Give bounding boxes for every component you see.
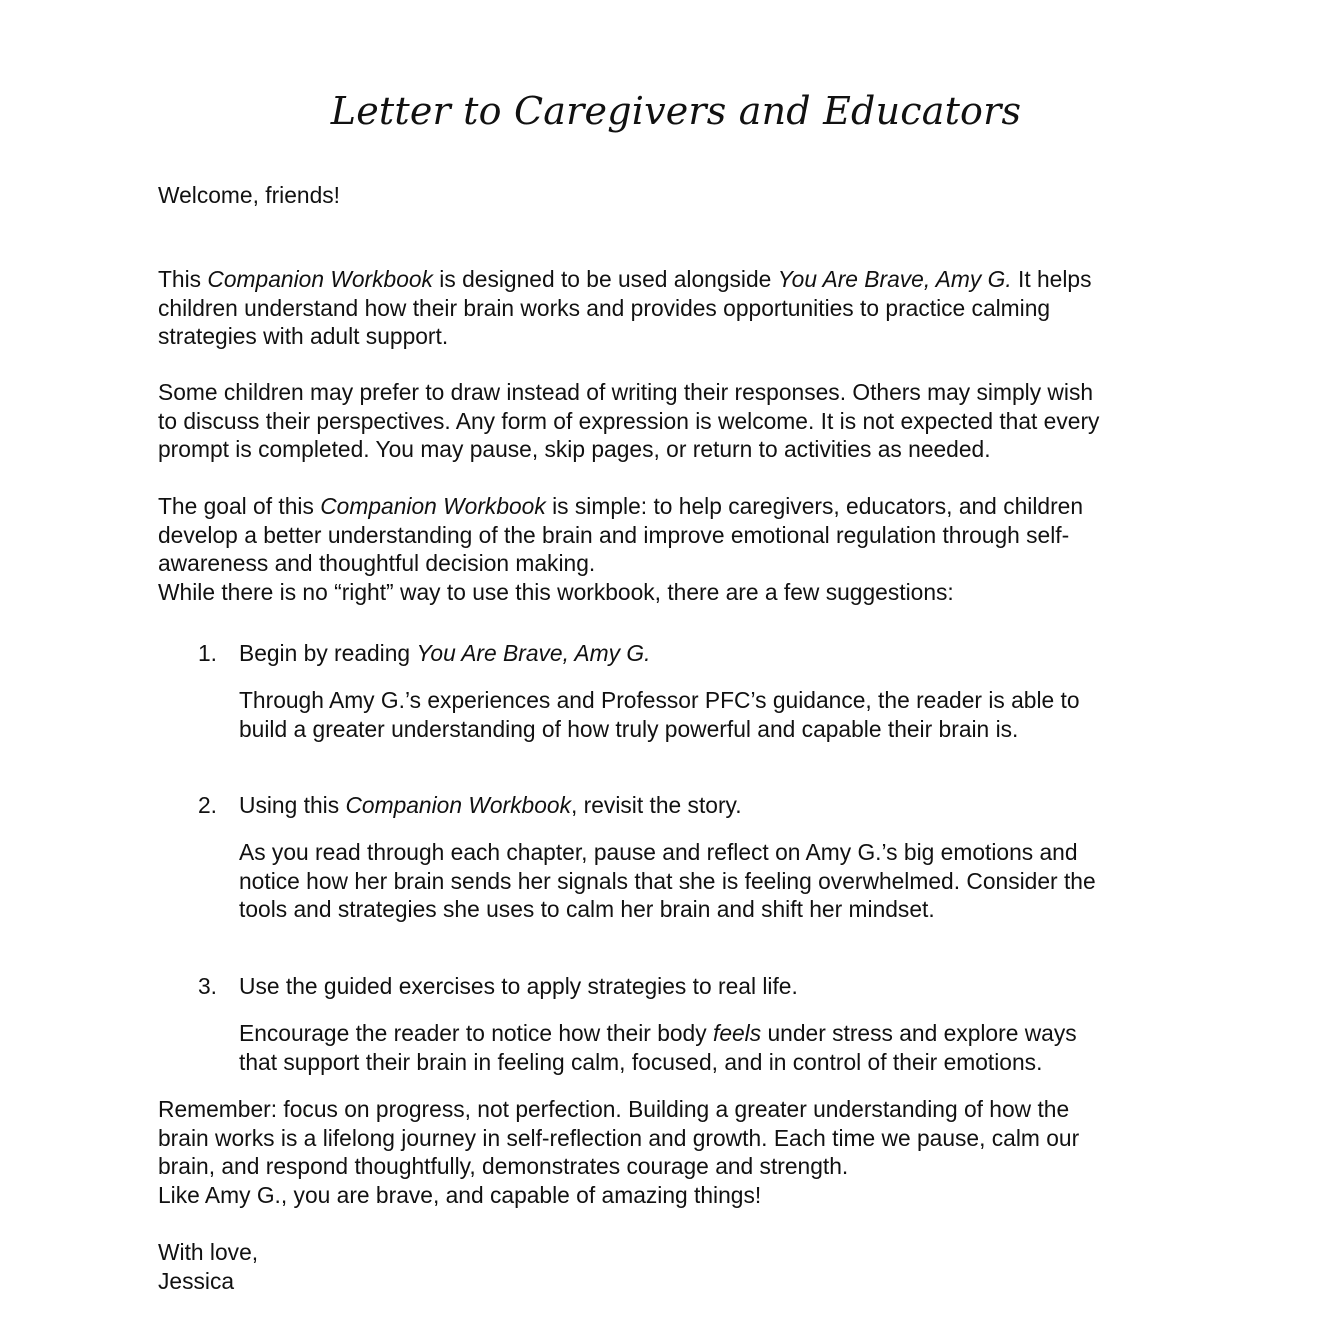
list-number: 3. bbox=[198, 973, 218, 999]
paragraph-line: Like Amy G., you are brave, and capable of amazing things! bbox=[158, 1181, 762, 1208]
text-run: is designed to be used alongside bbox=[432, 266, 778, 292]
paragraph-line: develop a better understanding of the brain and improve emotional regulation through self- bbox=[158, 521, 1070, 548]
text-run: The goal of this bbox=[158, 493, 321, 519]
paragraph-line: that support their brain in feeling calm, focused, and in control of their emotions. bbox=[239, 1048, 1043, 1075]
book-title-amy: You Are Brave, Amy G. bbox=[416, 640, 651, 666]
signoff bbox=[158, 1238, 1198, 1295]
paragraph-line: While there is no “right” way to use this workbook, there are a few suggestions: bbox=[158, 578, 954, 605]
text-run: is simple: to help caregivers, educators, and children bbox=[545, 493, 1084, 519]
book-title-amy: You Are Brave, Amy G. bbox=[777, 266, 1012, 292]
paragraph-line: Some children may prefer to draw instead of writing their responses. Others may simply wish bbox=[158, 379, 1094, 405]
book-title-companion: Companion Workbook bbox=[345, 792, 571, 818]
text-run: under stress and explore ways bbox=[761, 1020, 1077, 1046]
list-item-body bbox=[239, 838, 1199, 924]
book-title-companion: Companion Workbook bbox=[207, 266, 433, 292]
text-run: It helps bbox=[1011, 266, 1092, 292]
paragraph-line: Through Amy G.’s experiences and Professor PFC’s guidance, the reader is able to bbox=[239, 687, 1080, 713]
emphasis-feels: feels bbox=[712, 1020, 762, 1046]
paragraph-line bbox=[158, 265, 1198, 294]
paragraph-intro bbox=[158, 265, 1198, 351]
page-title: Letter to Caregivers and Educators bbox=[330, 89, 1022, 133]
paragraph-line: to discuss their perspectives. Any form of expression is welcome. It is not expected that every bbox=[158, 407, 1100, 434]
book-title-companion: Companion Workbook bbox=[320, 493, 546, 519]
paragraph-line: children understand how their brain works and provides opportunities to practice calming bbox=[158, 294, 1051, 321]
list-item-heading: Use the guided exercises to apply strategies to real life. bbox=[239, 973, 798, 999]
paragraph-line: notice how her brain sends her signals that she is feeling overwhelmed. Consider the bbox=[239, 867, 1096, 894]
paragraph-line: As you read through each chapter, pause and reflect on Amy G.’s big emotions and bbox=[239, 839, 1078, 865]
paragraph-closing bbox=[158, 1095, 1198, 1209]
text-run: Encourage the reader to notice how their body bbox=[239, 1020, 713, 1046]
paragraph-line: build a greater understanding of how truly powerful and capable their brain is. bbox=[239, 715, 1019, 742]
paragraph-line bbox=[239, 1019, 1199, 1048]
text-run: Using this bbox=[239, 792, 346, 818]
paragraph-line: tools and strategies she uses to calm her brain and shift her mindset. bbox=[239, 896, 935, 923]
list-item-heading bbox=[239, 791, 742, 820]
list-item-body bbox=[239, 686, 1199, 743]
list-number: 1. bbox=[198, 640, 218, 666]
list-number: 2. bbox=[198, 792, 218, 818]
signature-name: Jessica bbox=[158, 1267, 235, 1294]
paragraph-goal bbox=[158, 492, 1198, 606]
paragraph-line: Remember: focus on progress, not perfection. Building a greater understanding of how the bbox=[158, 1096, 1070, 1122]
text-run: Begin by reading bbox=[239, 640, 417, 666]
signoff-line: With love, bbox=[158, 1239, 259, 1265]
paragraph-line: strategies with adult support. bbox=[158, 323, 449, 350]
text-run: , revisit the story. bbox=[570, 792, 742, 818]
paragraph-line bbox=[158, 492, 1198, 521]
paragraph-line: brain, and respond thoughtfully, demonstrates courage and strength. bbox=[158, 1153, 849, 1180]
greeting: Welcome, friends! bbox=[158, 182, 341, 208]
list-item-body bbox=[239, 1019, 1199, 1076]
list-item-heading bbox=[239, 639, 650, 668]
paragraph-line: brain works is a lifelong journey in self-reflection and growth. Each time we pause, calm our bbox=[158, 1124, 1080, 1151]
paragraph-expression bbox=[158, 378, 1198, 464]
paragraph-line: awareness and thoughtful decision making. bbox=[158, 550, 596, 577]
paragraph-line: prompt is completed. You may pause, skip pages, or return to activities as needed. bbox=[158, 436, 991, 463]
text-run: This bbox=[158, 266, 208, 292]
